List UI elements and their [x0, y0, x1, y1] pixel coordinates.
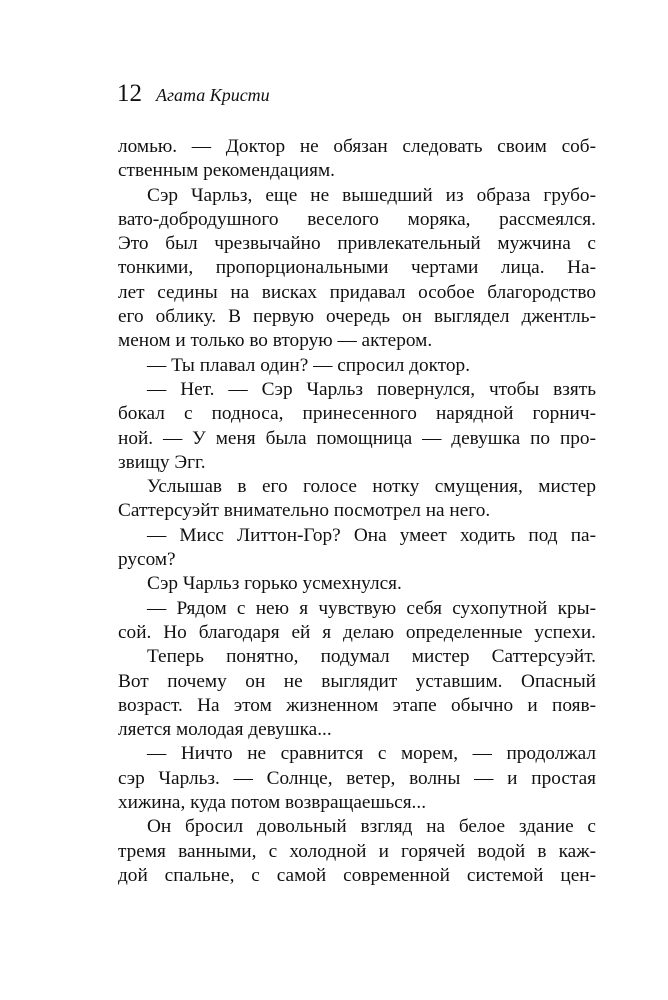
text-line: бокал с подноса, принесенного нарядной горнич- [118, 403, 596, 425]
text-line: Вот почему он не выглядит уставшим. Опасный [118, 670, 596, 692]
text-line: Сэр Чарльз горько усмехнулся. [147, 573, 402, 595]
text-line: тремя ванными, с холодной и горячей водой в каж- [118, 840, 596, 862]
text-line: хижина, куда потом возвращаешься... [118, 792, 427, 814]
text-line: лет седины на висках придавал особое благородство [118, 281, 596, 303]
text-line: русом? [118, 549, 176, 571]
text-line: — Ничто не сравнится с морем, — продолжал [147, 743, 596, 765]
text-line: — Ты плавал один? — спросил доктор. [147, 354, 471, 376]
text-line: — Рядом с нею я чувствую себя сухопутной кры- [147, 597, 596, 619]
text-line: Услышав в его голосе нотку смущения, мистер [147, 476, 596, 498]
text-line: его облику. В первую очередь он выглядел джентль- [118, 306, 596, 328]
text-line: сэр Чарльз. — Солнце, ветер, волны — и простая [118, 767, 596, 789]
text-line: — Нет. — Сэр Чарльз повернулся, чтобы взять [147, 378, 596, 400]
text-line: Это был чрезвычайно привлекательный мужчина с [118, 233, 596, 255]
text-line: возраст. На этом жизненном этапе обычно и появ- [118, 694, 596, 716]
text-line: ной. — У меня была помощница — девушка по про- [118, 427, 596, 449]
running-title: Агата Кристи [156, 85, 270, 105]
text-line: дой спальне, с самой современной системой цен- [118, 864, 596, 886]
text-line: ломью. — Доктор не обязан следовать своим соб- [118, 136, 596, 157]
page-number: 12 [117, 80, 142, 107]
text-line: ственным рекомендациям. [118, 160, 335, 182]
text-line: Он бросил довольный взгляд на белое здание с [147, 816, 596, 838]
text-line: сой. Но благодаря ей я делаю определенные успехи. [118, 621, 596, 643]
text-line: Теперь понятно, подумал мистер Саттерсуэйт. [147, 646, 596, 668]
text-line: меном и только во вторую — актером. [118, 330, 433, 352]
body-text [118, 135, 596, 888]
text-line: тонкими, пропорциональными чертами лица. На- [118, 257, 596, 279]
text-line: вато-добродушного веселого моряка, рассмеялся. [118, 208, 596, 230]
text-line: ляется молодая девушка... [118, 719, 332, 741]
text-line: — Мисс Литтон-Гор? Она умеет ходить под па- [147, 524, 596, 546]
running-header [117, 80, 270, 120]
text-line: Сэр Чарльз, еще не вышедший из образа грубо- [147, 184, 596, 206]
text-line: звищу Эгг. [118, 451, 206, 473]
text-line: Саттерсуэйт внимательно посмотрел на него. [118, 500, 491, 522]
